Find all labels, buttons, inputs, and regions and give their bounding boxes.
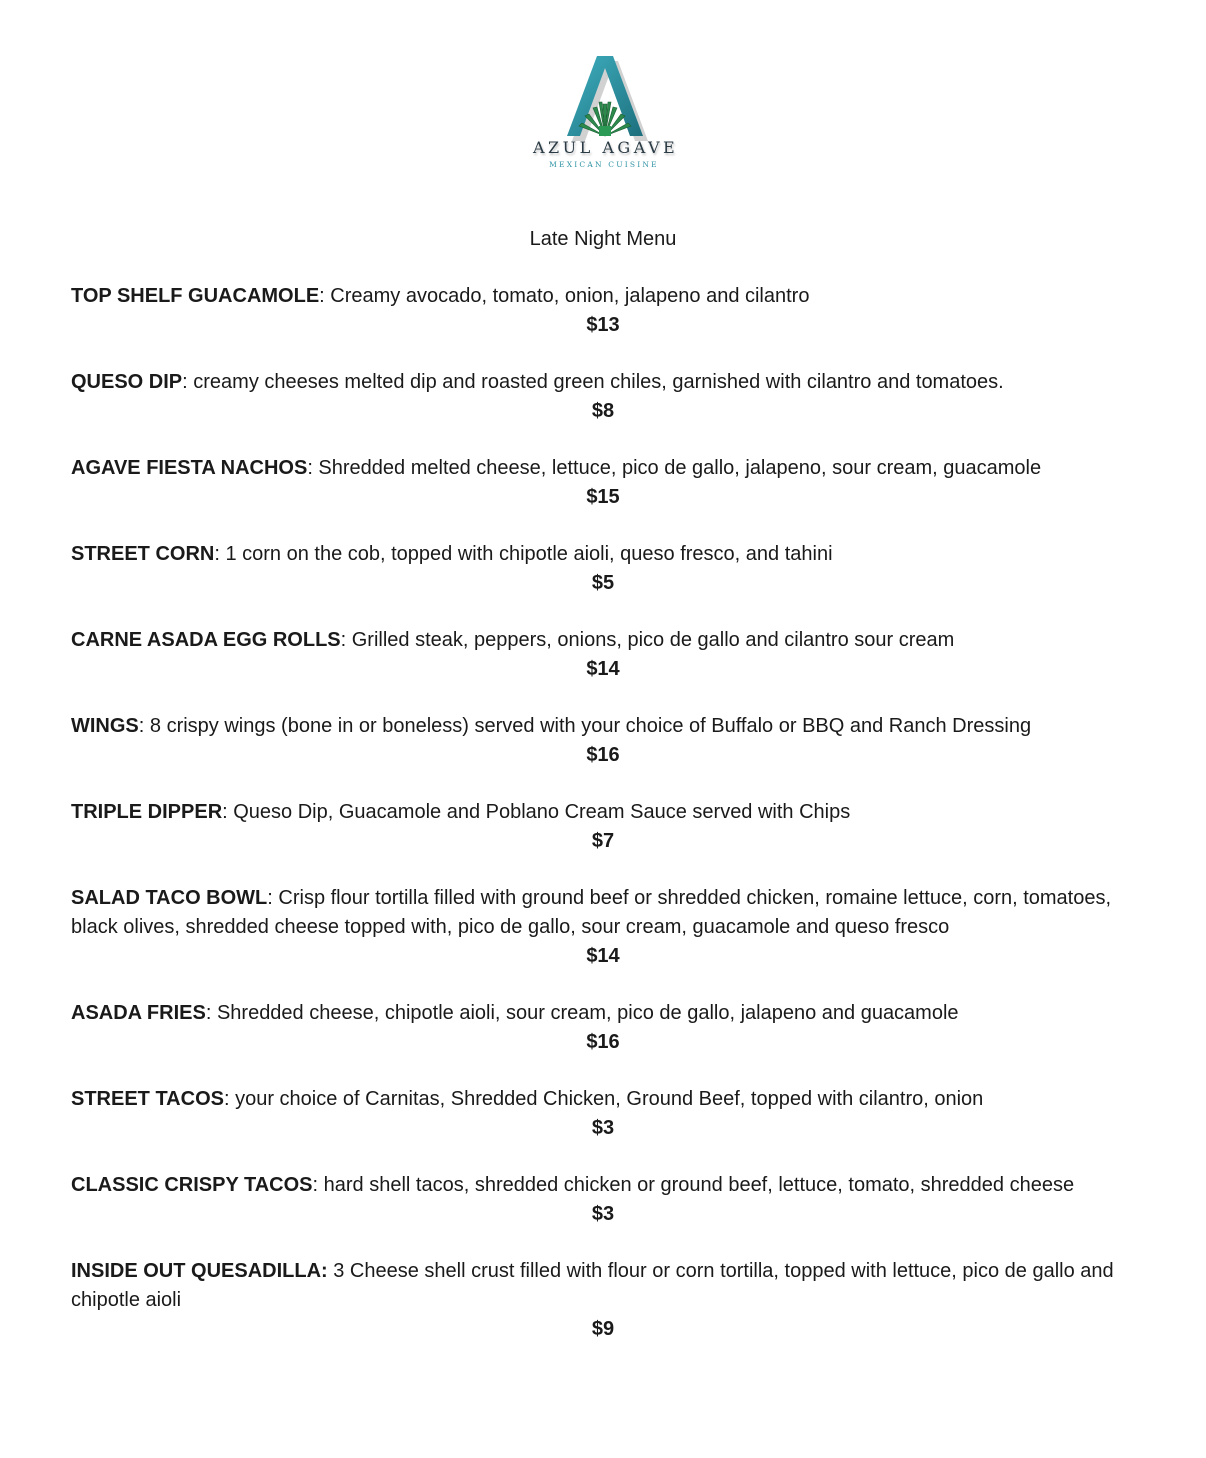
menu-item-desc-text: : Creamy avocado, tomato, onion, jalapeno and cilantro [319,285,810,307]
menu-item-price: $3 [591,1203,615,1225]
menu-item-name: SALAD TACO BOWL [71,887,268,909]
menu-item-description [71,712,1141,741]
menu-item-desc-text: : hard shell tacos, shredded chicken or ground beef, lettuce, tomato, shredded cheese [312,1174,1075,1196]
menu-item-name: TOP SHELF GUACAMOLE [71,285,320,307]
menu-item-description [71,368,1141,397]
menu-item-name: ASADA FRIES [71,1002,206,1024]
menu-item-name: WINGS [71,715,139,737]
menu-item-price: $15 [586,486,620,508]
menu-item-price: $9 [591,1318,615,1340]
menu-item [71,1257,1141,1344]
agave-a-logo-icon [533,52,675,142]
menu-item-desc-text: : Queso Dip, Guacamole and Poblano Cream Sauce served with Chips [222,801,851,823]
menu-item-price: $16 [586,1031,620,1053]
menu-item [71,540,1141,598]
menu-item [71,1085,1141,1143]
menu-item-description [71,999,1141,1028]
menu-item [71,454,1141,512]
menu-item-desc-text: 3 Cheese shell crust filled with flour or corn tortilla, topped with lettuce, pico de gallo and chipotle aioli [71,1260,1114,1311]
menu-item-name: STREET CORN [71,543,215,565]
menu-item-desc-text: : Grilled steak, peppers, onions, pico de gallo and cilantro sour cream [340,629,955,651]
menu-item-description [71,540,1141,569]
menu-item-name: STREET TACOS [71,1088,224,1110]
menu-item-price: $3 [591,1117,615,1139]
menu-items-list [71,282,1141,1372]
menu-item-description [71,798,1141,827]
menu-item-name: INSIDE OUT QUESADILLA: [71,1260,328,1282]
logo-brand-name: AZUL AGAVE [533,138,679,157]
menu-item-desc-text: : Crisp flour tortilla filled with ground beef or shredded chicken, romaine lettuce, corn, tomatoes, black olives, shredded cheese topped with, pico de gallo, sour cream, guacamole and queso fresco [71,887,1112,938]
menu-item [71,1171,1141,1229]
menu-item-name: AGAVE FIESTA NACHOS [71,457,308,479]
menu-item-price: $8 [591,400,615,422]
menu-item [71,368,1141,426]
menu-item-price: $5 [591,572,615,594]
restaurant-logo [533,52,679,174]
menu-item-price: $7 [591,830,615,852]
menu-item-price: $13 [586,314,620,336]
menu-item-description [71,282,1141,311]
menu-item-description [71,1085,1141,1114]
menu-item-name: CLASSIC CRISPY TACOS [71,1174,313,1196]
menu-item-description [71,1171,1141,1200]
menu-item-price: $16 [586,744,620,766]
menu-item-name: QUESO DIP [71,371,183,393]
menu-item-name: CARNE ASADA EGG ROLLS [71,629,341,651]
menu-item-name: TRIPLE DIPPER [71,801,223,823]
menu-item-description [71,884,1141,942]
menu-item [71,626,1141,684]
menu-item-price: $14 [586,945,620,967]
menu-item-desc-text: : 1 corn on the cob, topped with chipotle aioli, queso fresco, and tahini [214,543,833,565]
menu-item [71,999,1141,1057]
menu-item-desc-text: : Shredded melted cheese, lettuce, pico de gallo, jalapeno, sour cream, guacamole [307,457,1042,479]
menu-item-desc-text: : creamy cheeses melted dip and roasted green chiles, garnished with cilantro and tomatoes. [182,371,1004,393]
menu-title: Late Night Menu [529,228,677,250]
menu-item-desc-text: : 8 crispy wings (bone in or boneless) served with your choice of Buffalo or BBQ and Ranch Dressing [138,715,1032,737]
menu-item-desc-text: : Shredded cheese, chipotle aioli, sour cream, pico de gallo, jalapeno and guacamole [205,1002,959,1024]
menu-item-description [71,454,1141,483]
menu-item [71,712,1141,770]
logo-brand-subtitle: MEXICAN CUISINE [549,160,659,169]
menu-item [71,282,1141,340]
menu-item-desc-text: : your choice of Carnitas, Shredded Chicken, Ground Beef, topped with cilantro, onion [223,1088,984,1110]
menu-item [71,798,1141,856]
menu-item-price: $14 [586,658,620,680]
menu-item-description [71,626,1141,655]
menu-item [71,884,1141,971]
menu-item-description [71,1257,1141,1315]
